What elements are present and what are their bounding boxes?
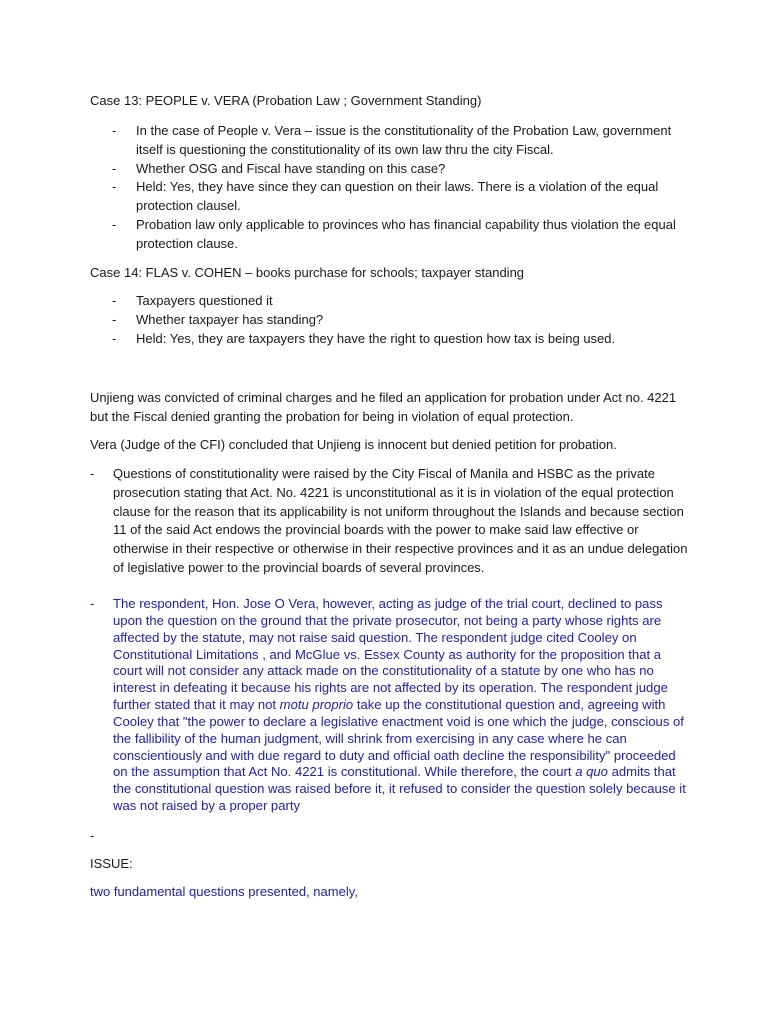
list-item: - Whether taxpayer has standing?: [112, 311, 324, 327]
case14-heading: Case 14: FLAS v. COHEN – books purchase for schools; taxpayer standing: [90, 265, 525, 280]
list-item: - Held: Yes, they have since they can question on their laws. There is a violation of the equal protection clausel.: [112, 179, 659, 214]
constitutionality-item: - Questions of constitutionality were raised by the City Fiscal of Manila and HSBC as the private prosecution stating that Act. No. 4221 is unconstitutional as it is in violation of the equal protection clause for the reason that its applicability is not uniform throughout the Islands and because section 11 of the said Act endows the provincial boards with the power to make said law effective or otherwise in their respective or otherwise in their respective provinces and it as an undue delegation of legislative power to the provincial boards of several provinces.: [90, 466, 688, 575]
lone-dash: -: [90, 828, 95, 843]
case13-bullet-list: [90, 122, 690, 254]
issue-text: two fundamental questions presented, namely,: [90, 884, 358, 899]
list-item: - In the case of People v. Vera – issue is the constitutionality of the Probation Law, government itself is questioning the constitutionality of its own law thru the city Fiscal.: [112, 123, 672, 157]
issue-label: ISSUE:: [90, 856, 133, 871]
list-item: - Probation law only applicable to provinces who has financial capability thus violation the equal protection clause.: [112, 216, 676, 251]
case14-bullet-list: [90, 292, 690, 348]
facts-paragraph: Unjieng was convicted of criminal charges and he filed an application for probation under Act no. 4221 but the Fiscal denied granting the probation for being in violation of equal protection.: [90, 390, 677, 424]
list-item: - Whether OSG and Fiscal have standing on this case?: [112, 160, 446, 176]
vera-paragraph: Vera (Judge of the CFI) concluded that Unjieng is innocent but denied petition for probation.: [90, 437, 617, 452]
respondent-item: - The respondent, Hon. Jose O Vera, however, acting as judge of the trial court, declined to pass upon the question on the ground that the private prosecutor, not being a party whose rights are affected by the statute, may not raise said question. The respondent judge cited Cooley on Constitutional Limitations , and McGlue vs. Essex County as authority for the proposition that a court will not consider any attack made on the constitutionality of a statute by one who has no interest in defeating it because his rights are not affected by its operation. The respondent judge further stated that it may not motu proprio take up the constitutional question and, agreeing with Cooley that "the power to declare a legislative enactment void is one which the judge, conscious of the fallibility of the human judgment, will shrink from exercising in any case where he can conscientiously and with due regard to duty and official oath decline the responsibility" proceeded on the assumption that Act No. 4221 is constitutional. While therefore, the court a quo admits that the constitutional question was raised before it, it refused to consider the question solely because it was not raised by a proper party: [90, 596, 686, 814]
case13-heading: Case 13: PEOPLE v. VERA (Probation Law ; Government Standing): [90, 93, 482, 108]
list-item: - Taxpayers questioned it: [112, 293, 273, 308]
list-item: - Held: Yes, they are taxpayers they have the right to question how tax is being used.: [112, 330, 616, 346]
